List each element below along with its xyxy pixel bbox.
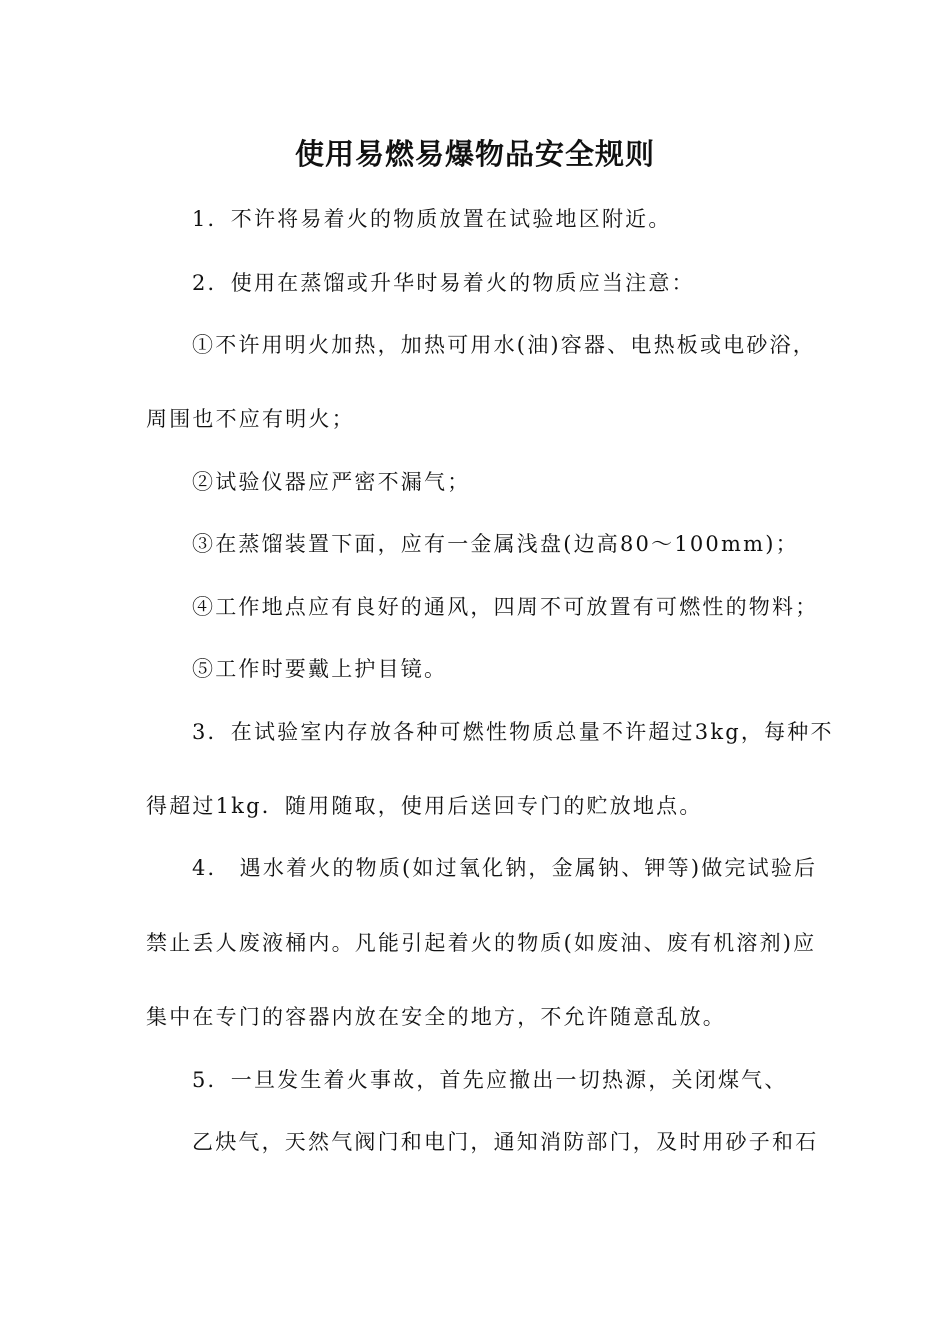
rule-3: 3．在试验室内存放各种可燃性物质总量不许超过3kg，每种不 bbox=[192, 720, 834, 744]
rule-2-item-4: ④工作地点应有良好的通风，四周不可放置有可燃性的物料； bbox=[192, 595, 819, 619]
rule-4: 4． 遇水着火的物质(如过氧化钠，金属钠、钾等)做完试验后 bbox=[192, 856, 818, 880]
rule-5-cont: 乙炔气，天然气阀门和电门，通知消防部门，及时用砂子和石 bbox=[192, 1130, 819, 1154]
rule-2-item-1: ①不许用明火加热，加热可用水(油)容器、电热板或电砂浴， bbox=[192, 333, 816, 357]
rule-5: 5．一旦发生着火事故，首先应撤出一切热源，关闭煤气、 bbox=[192, 1068, 788, 1092]
rule-2-item-5: ⑤工作时要戴上护目镜。 bbox=[192, 657, 448, 681]
rule-2-item-3: ③在蒸馏装置下面，应有一金属浅盘(边高80～100mm)； bbox=[192, 532, 799, 556]
rule-2: 2．使用在蒸馏或升华时易着火的物质应当注意： bbox=[192, 271, 695, 295]
rule-1: 1．不许将易着火的物质放置在试验地区附近。 bbox=[192, 207, 672, 231]
rule-4-cont-1: 禁止丢人废液桶内。凡能引起着火的物质(如废油、废有机溶剂)应 bbox=[146, 931, 817, 955]
rule-4-cont-2: 集中在专门的容器内放在安全的地方，不允许随意乱放。 bbox=[146, 1005, 726, 1029]
rule-3-cont: 得超过1kg．随用随取，使用后送回专门的贮放地点。 bbox=[146, 794, 703, 818]
document-title: 使用易燃易爆物品安全规则 bbox=[294, 137, 655, 171]
rule-2-item-1-cont: 周围也不应有明火； bbox=[146, 407, 355, 431]
rule-2-item-2: ②试验仪器应严密不漏气； bbox=[192, 470, 471, 494]
